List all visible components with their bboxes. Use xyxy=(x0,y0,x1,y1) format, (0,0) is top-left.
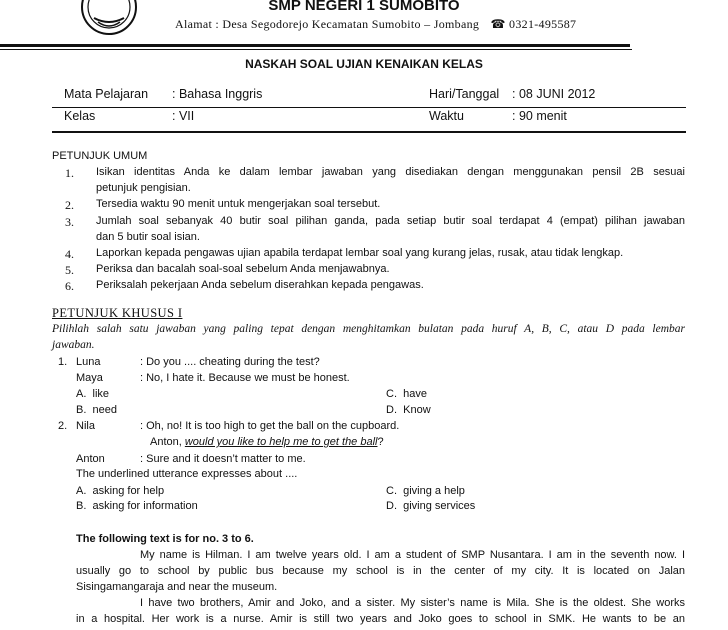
question-number: 2. xyxy=(58,420,68,432)
special-instruction: Pilihlah salah satu jawaban yang paling tepat dengan menghitamkan bulatan pada huruf A, B, C, atau D pada lembar xyxy=(52,323,685,335)
passage-line: My name is Hilman. I am twelve years old. I am a student of SMP Nusantara. I am in the seventh now. I xyxy=(140,549,685,561)
passage-line: usually go to school by public bus because my school is in the center of my city. It is located on Jalan xyxy=(76,565,685,577)
list-number: 1. xyxy=(65,166,74,180)
special-instruction: jawaban. xyxy=(52,339,95,351)
option-a[interactable]: A. asking for help xyxy=(76,485,165,497)
dialogue-line: : Do you .... cheating during the test? xyxy=(140,356,320,368)
speaker: Nila xyxy=(76,420,95,432)
list-number: 6. xyxy=(65,279,74,293)
phone-number: 0321-495587 xyxy=(509,17,577,31)
option-d[interactable]: D. giving services xyxy=(386,500,476,512)
telephone-icon: ☎ xyxy=(490,17,506,31)
subject-label: Mata Pelajaran xyxy=(64,87,149,101)
list-item: Periksa dan bacalah soal-soal sebelum Anda menjawabnya. xyxy=(96,263,390,275)
option-b[interactable]: B. need xyxy=(76,404,118,416)
dialogue-line: : No, I hate it. Because we must be honest. xyxy=(140,372,350,384)
option-c[interactable]: C. giving a help xyxy=(386,485,465,497)
speaker: Anton xyxy=(76,453,105,465)
general-heading: PETUNJUK UMUM xyxy=(52,150,148,162)
passage-line: in a hospital. Her work is a nurse. Amir is still two years and Joko goes to school in SMK. He wants to be an xyxy=(76,613,685,625)
list-item: dan 5 butir soal isian. xyxy=(96,231,200,243)
question-number: 1. xyxy=(58,356,68,368)
dialogue-line: : Oh, no! It is too high to get the ball on the cupboard. xyxy=(140,420,400,432)
passage-heading: The following text is for no. 3 to 6. xyxy=(76,533,254,545)
passage-line: Sisingamangaraja and near the museum. xyxy=(76,581,278,593)
header-divider-thick xyxy=(0,44,630,47)
info-divider xyxy=(52,107,686,108)
school-address: Alamat : Desa Segodorejo Kecamatan Sumobito – Jombang ☎ 0321-495587 xyxy=(175,17,577,31)
header-divider-thin xyxy=(0,49,632,50)
option-d[interactable]: D. Know xyxy=(386,404,431,416)
date-label: Hari/Tanggal xyxy=(429,87,500,101)
list-number: 3. xyxy=(65,215,74,229)
class-value: : VII xyxy=(172,109,195,123)
class-label: Kelas xyxy=(64,109,96,123)
dialogue-line: : Sure and it doesn’t matter to me. xyxy=(140,453,306,465)
list-item: Jumlah soal sebanyak 40 butir soal pilihan ganda, pada setiap butir soal terdapat 4 (empat) pilihan jawaban xyxy=(96,215,685,227)
option-b[interactable]: B. asking for information xyxy=(76,500,198,512)
subject-value: : Bahasa Inggris xyxy=(172,87,263,101)
exam-title: NASKAH SOAL UJIAN KENAIKAN KELAS xyxy=(245,57,483,71)
time-value: : 90 menit xyxy=(512,109,567,123)
speaker: Luna xyxy=(76,356,101,368)
underlined-utterance: would you like to help me to get the ball xyxy=(184,436,378,448)
dialogue-line: Anton, would you like to help me to get the ball? xyxy=(150,436,384,448)
list-item: petunjuk pengisian. xyxy=(96,182,191,194)
time-label: Waktu xyxy=(429,109,464,123)
passage-line: I have two brothers, Amir and Joko, and a sister. My sister’s name is Mila. She is the oldest. She works xyxy=(140,597,685,609)
speaker: Maya xyxy=(76,372,103,384)
date-value: : 08 JUNI 2012 xyxy=(512,87,596,101)
option-a[interactable]: A. like xyxy=(76,388,110,400)
list-item: Isikan identitas Anda ke dalam lembar jawaban yang disediakan dengan menggunakan pensil 2B sesuai xyxy=(96,166,685,178)
option-c[interactable]: C. have xyxy=(386,388,427,400)
list-number: 2. xyxy=(65,198,74,212)
list-number: 5. xyxy=(65,263,74,277)
info-divider-bottom xyxy=(52,131,686,133)
school-name: SMP NEGERI 1 SUMOBITO xyxy=(268,0,460,14)
question-text: The underlined utterance expresses about .... xyxy=(76,468,298,480)
list-item: Laporkan kepada pengawas ujian apabila terdapat lembar soal yang kurang jelas, rusak, atau tidak lengkap. xyxy=(96,247,624,259)
list-item: Tersedia waktu 90 menit untuk mengerjakan soal tersebut. xyxy=(96,198,381,210)
list-item: Periksalah pekerjaan Anda sebelum diserahkan kepada pengawas. xyxy=(96,279,424,291)
list-number: 4. xyxy=(65,247,74,261)
special-heading: PETUNJUK KHUSUS I xyxy=(52,306,183,320)
